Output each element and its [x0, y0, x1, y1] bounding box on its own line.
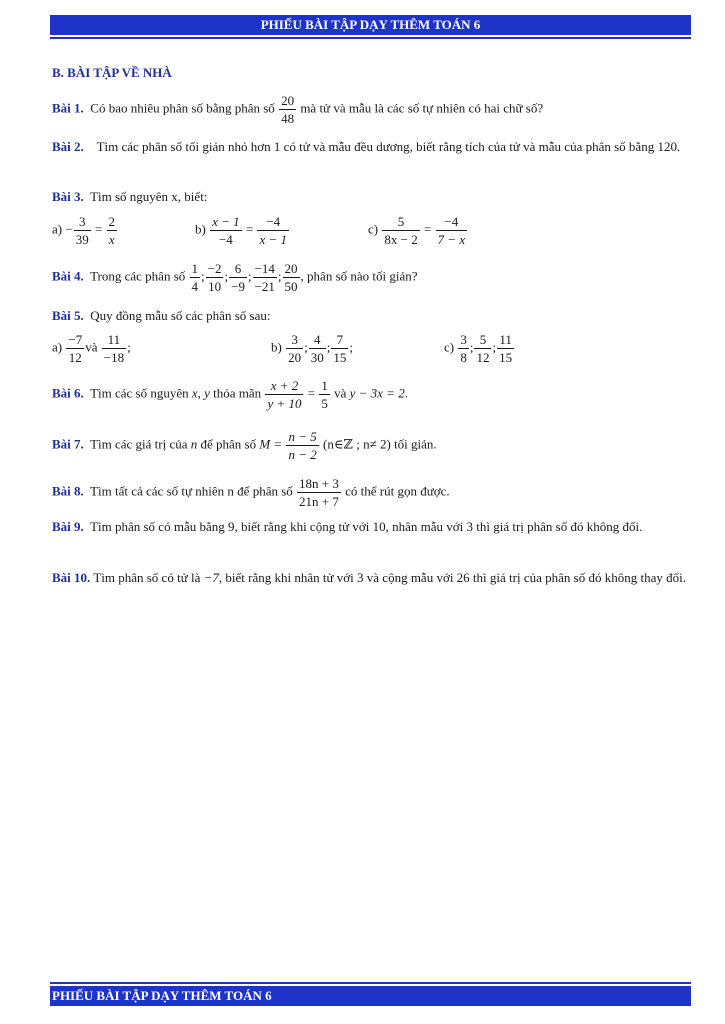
- item-b: [271, 331, 353, 366]
- fraction: [107, 213, 118, 248]
- numerator: −2: [207, 261, 222, 276]
- denominator: x: [108, 232, 115, 247]
- denominator: 20: [288, 350, 302, 365]
- denominator: 5: [321, 396, 328, 411]
- period: .: [404, 385, 408, 401]
- exercise-text: Tìm các số nguyên: [90, 385, 189, 401]
- fraction: [297, 475, 341, 510]
- separator: ;: [492, 339, 497, 355]
- separator: ;: [277, 268, 282, 284]
- denominator: −18: [103, 350, 125, 365]
- fraction: [265, 377, 303, 412]
- separator: ;: [201, 268, 205, 284]
- exercise-label: Bài 10.: [52, 570, 91, 585]
- exercise-3: [52, 185, 688, 209]
- fraction: [74, 213, 91, 248]
- denominator: 15: [499, 350, 513, 365]
- numerator: x − 1: [212, 214, 240, 229]
- numerator: x + 2: [265, 377, 303, 395]
- minus-sign: −: [65, 221, 73, 237]
- numerator: 11: [497, 331, 514, 349]
- numerator: −4: [436, 213, 468, 231]
- separator: ;: [304, 339, 308, 355]
- fraction: [102, 331, 126, 366]
- separator: ;: [224, 268, 229, 284]
- denominator: 15: [333, 350, 347, 365]
- denominator: x − 1: [259, 232, 288, 247]
- denominator: 48: [281, 111, 295, 126]
- equals-sign: =: [307, 385, 316, 401]
- exercise-text: Tìm tất cả các số tự nhiên n để phân số: [90, 483, 293, 499]
- exercise-text: có thể rút gọn được.: [345, 483, 450, 499]
- item-label: a): [52, 339, 63, 355]
- fraction: [210, 213, 242, 248]
- equals-sign: =: [423, 221, 432, 237]
- header-rule: [50, 37, 691, 39]
- exercise-text: Tìm các giá trị của: [90, 436, 188, 452]
- exercise-label: Bài 2.: [52, 139, 84, 154]
- numerator: 5: [382, 213, 419, 231]
- fraction: [229, 260, 247, 295]
- numerator: 4: [309, 331, 326, 349]
- item-label: a): [52, 221, 63, 237]
- section-title: B. BÀI TẬP VỀ NHÀ: [52, 65, 172, 80]
- denominator: 8: [460, 350, 467, 365]
- exercise-text: để phân số: [200, 436, 257, 452]
- exercise-6: [52, 377, 688, 412]
- numerator: 1: [321, 378, 328, 393]
- fraction: [206, 260, 224, 295]
- numerator: 18n + 3: [299, 476, 339, 491]
- fraction: [279, 92, 296, 127]
- denominator: 10: [208, 279, 222, 294]
- equals-sign: =: [245, 221, 254, 237]
- exercise-text: Tìm các phân số tối giản nhỏ hơn 1 có tử và mẫu đều dương, biết rằng tích của tử và mẫu của phân số bằng 120.: [96, 139, 681, 154]
- numerator: n − 5: [288, 429, 317, 444]
- footer-rule: [50, 982, 691, 984]
- item-c: [368, 213, 468, 248]
- item-a: [52, 213, 118, 248]
- header-title: PHIẾU BÀI TẬP DẠY THÊM TOÁN 6: [260, 17, 481, 32]
- item-c: [444, 331, 515, 366]
- fraction: [497, 331, 514, 366]
- fraction: [257, 213, 289, 248]
- numerator: 7: [331, 331, 348, 349]
- fraction: [66, 331, 84, 366]
- header-band: [50, 15, 691, 35]
- exercise-5: [52, 304, 688, 328]
- numerator: 20: [284, 261, 298, 276]
- exercise-2: [52, 135, 688, 159]
- fraction: [253, 260, 277, 295]
- footer-title: PHIẾU BÀI TẬP DẠY THÊM TOÁN 6: [52, 988, 272, 1003]
- denominator: 12: [68, 350, 82, 365]
- exercise-8: [52, 475, 688, 510]
- separator: ;: [349, 339, 353, 355]
- separator: ;: [247, 268, 252, 284]
- exercise-text: Có bao nhiêu phân số bằng phân số: [90, 100, 275, 116]
- exercise-text: Quy đồng mẫu số các phân số sau:: [90, 308, 271, 323]
- exercise-4: [52, 260, 688, 295]
- item-a: [52, 331, 131, 366]
- fraction: [382, 213, 419, 248]
- fraction: [309, 331, 326, 366]
- exercise-text: mà tử và mẫu là các số tự nhiên có hai chữ số?: [300, 100, 544, 116]
- numerator: 3: [74, 213, 91, 231]
- item-label: b): [271, 339, 282, 355]
- exercise-text: Tìm số nguyên x, biết:: [90, 189, 208, 204]
- numerator: −4: [257, 213, 289, 231]
- exercise-label: Bài 6.: [52, 385, 84, 401]
- item-label: c): [368, 221, 379, 237]
- fraction: [458, 331, 469, 366]
- exercise-label: Bài 4.: [52, 268, 84, 284]
- exercise-text: (n∈ℤ ; n≠ 2) tối giản.: [323, 436, 437, 452]
- exercise-10: [52, 566, 688, 590]
- exercise-text: Trong các phân số: [90, 268, 186, 284]
- denominator: 50: [284, 279, 298, 294]
- exercise-text: , biết rằng khi nhân tử với 3 và cộng mẫu với 26 thì giá trị của phân số đó không thay đổi.: [218, 570, 686, 585]
- fraction: [331, 331, 348, 366]
- fraction: [319, 377, 330, 412]
- denominator: n − 2: [288, 447, 317, 462]
- numerator: 6: [229, 260, 247, 278]
- math-var: n: [190, 436, 198, 452]
- denominator: 4: [191, 279, 199, 294]
- separator: ;: [469, 339, 474, 355]
- exercise-label: Bài 9.: [52, 519, 84, 534]
- exercise-label: Bài 5.: [52, 308, 84, 323]
- item-label: b): [195, 221, 206, 237]
- footer-band: [50, 986, 691, 1006]
- exercise-7: [52, 428, 688, 463]
- denominator: −21: [254, 279, 275, 294]
- denominator: 7 − x: [437, 232, 466, 247]
- exercise-label: Bài 1.: [52, 100, 84, 116]
- exercise-9: [52, 515, 688, 539]
- fraction: [436, 213, 468, 248]
- exercise-label: Bài 7.: [52, 436, 84, 452]
- denominator: 12: [476, 350, 490, 365]
- denominator: 30: [310, 350, 324, 365]
- numerator: 11: [102, 331, 126, 349]
- item-label: c): [444, 339, 455, 355]
- numerator: 1: [191, 261, 199, 276]
- fraction: [190, 260, 201, 295]
- exercise-label: Bài 8.: [52, 483, 84, 499]
- math-lhs: M =: [259, 436, 283, 452]
- denominator: 39: [75, 232, 89, 247]
- denominator: 8x − 2: [384, 232, 418, 247]
- denominator: −4: [218, 232, 233, 247]
- separator: ;: [326, 339, 331, 355]
- equals-sign: =: [94, 221, 103, 237]
- exercise-text: Tìm phân số có mẫu bằng 9, biết rằng khi cộng tử với 10, nhân mẫu với 3 thì giá trị phân số đó không đổi.: [90, 519, 643, 534]
- exercise-text: thỏa mãn: [213, 385, 262, 401]
- item-b: [195, 213, 290, 248]
- exercise-1: [52, 92, 688, 127]
- numerator: 3: [286, 331, 303, 349]
- denominator: 21n + 7: [299, 494, 339, 509]
- exercise-label: Bài 3.: [52, 189, 84, 204]
- conjunction: và: [85, 339, 98, 355]
- denominator: −9: [231, 279, 245, 294]
- math-vars: x, y: [191, 385, 210, 401]
- fraction: [474, 331, 491, 366]
- exercise-text: , phân số nào tối giản?: [300, 268, 418, 284]
- fraction: [286, 331, 303, 366]
- numerator: −7: [68, 332, 83, 347]
- exercise-text: và: [334, 385, 347, 401]
- math-value: −7: [203, 570, 219, 585]
- numerator: 2: [108, 214, 116, 229]
- exercise-text: Tìm phân số có tử là: [93, 570, 201, 585]
- numerator: −14: [254, 261, 275, 276]
- fraction: [286, 428, 318, 463]
- separator: ;: [127, 339, 131, 355]
- numerator: 3: [460, 332, 467, 347]
- denominator: y + 10: [267, 396, 302, 411]
- fraction: [283, 260, 300, 295]
- numerator: 5: [474, 331, 491, 349]
- numerator: 20: [281, 93, 295, 108]
- math-expression: y − 3x = 2: [349, 385, 405, 401]
